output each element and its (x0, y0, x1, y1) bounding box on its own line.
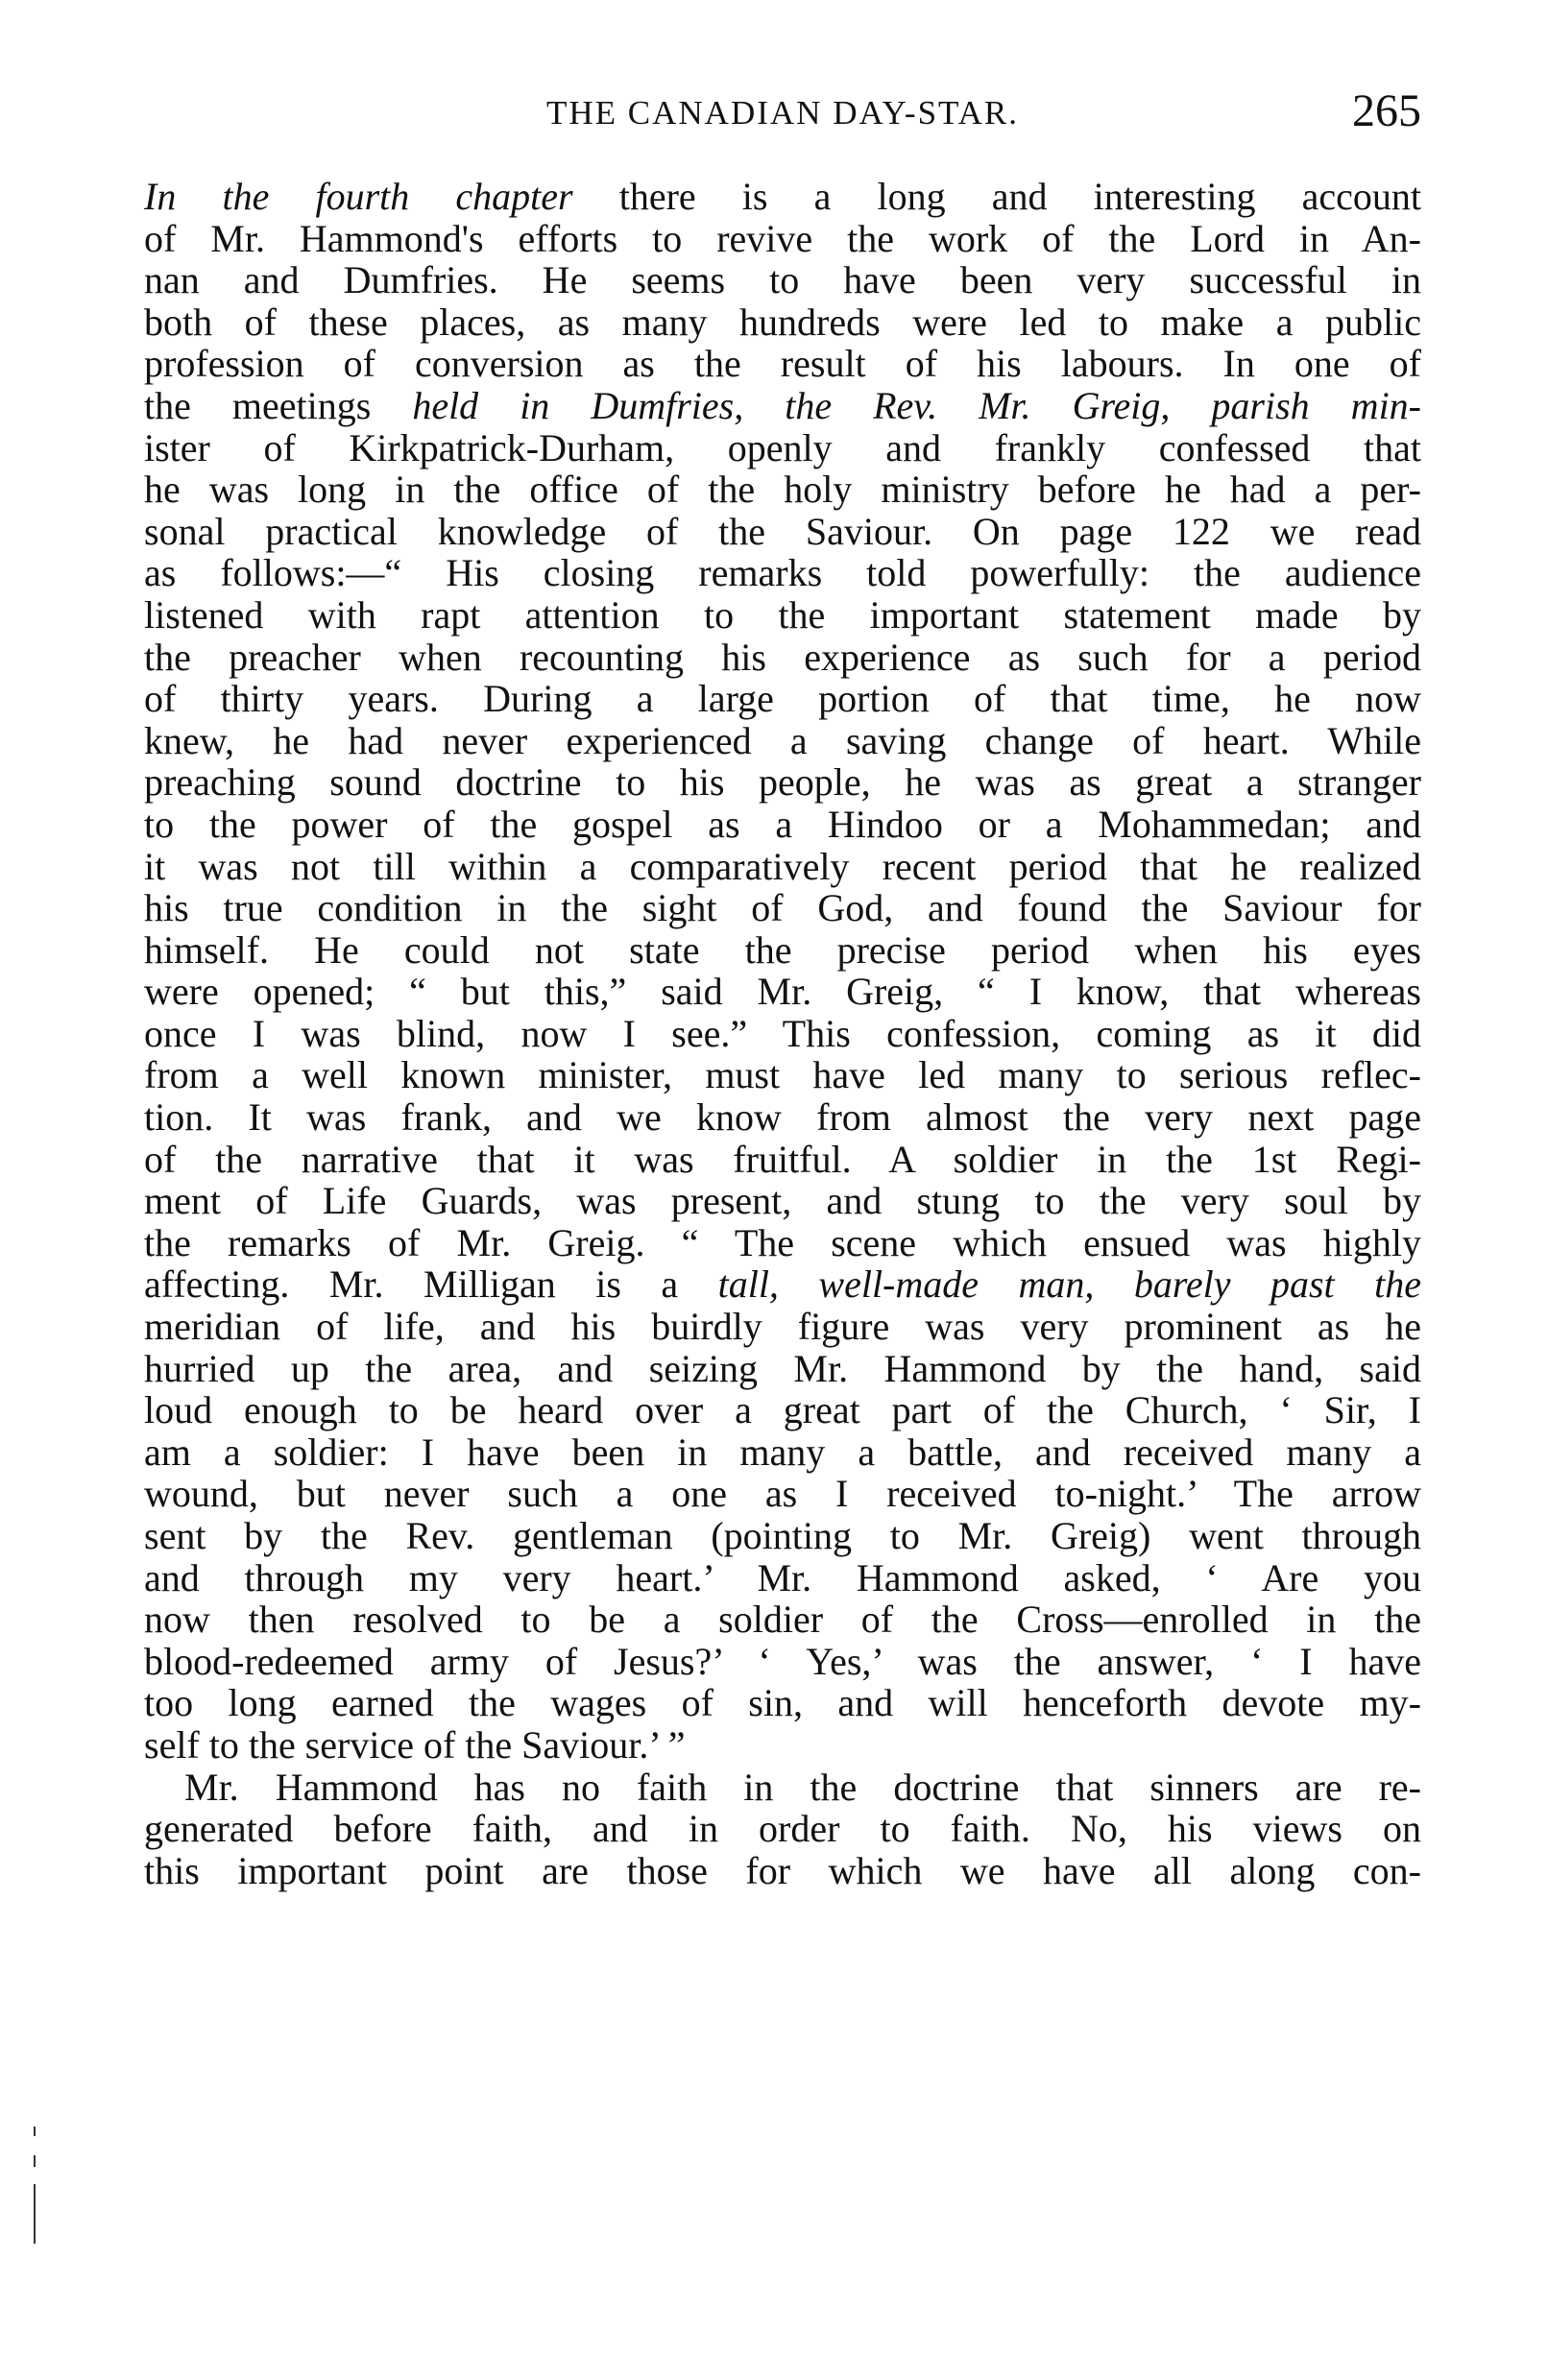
text-line: of the narrative that it was fruitful. A soldier in the 1st Regi- (144, 1137, 1421, 1181)
paragraph (144, 176, 1421, 1767)
text-line: listened with rapt attention to the important statement made by (144, 592, 1421, 637)
text-line: hurried up the area, and seizing Mr. Hammond by the hand, said (144, 1346, 1421, 1390)
body-text (144, 176, 1421, 1891)
text-line: from a well known minister, must have led many to serious reflec- (144, 1053, 1421, 1097)
text-line: his true condition in the sight of God, and found the Saviour for (144, 886, 1421, 930)
text-line: the preacher when recounting his experience as such for a period (144, 635, 1421, 679)
text-line: the remarks of Mr. Greig. “ The scene which ensued was highly (144, 1220, 1421, 1264)
running-title: THE CANADIAN DAY-STAR. (546, 94, 1019, 132)
text-line: he was long in the office of the holy ministry before he had a per- (144, 468, 1421, 512)
text-line: too long earned the wages of sin, and will henceforth devote my- (144, 1681, 1421, 1725)
text-line: nan and Dumfries. He seems to have been very successful in (144, 258, 1421, 302)
text-line: ment of Life Guards, was present, and stung to the very soul by (144, 1179, 1421, 1223)
text-line: preaching sound doctrine to his people, he was as great a stranger (144, 760, 1421, 805)
text-line: both of these places, as many hundreds were led to make a public (144, 300, 1421, 344)
paragraph (144, 1767, 1421, 1892)
text-line: sonal practical knowledge of the Saviour. On page 122 we read (144, 509, 1421, 553)
text-line: profession of conversion as the result of his labours. In one of (144, 342, 1421, 386)
text-line: once I was blind, now I see.” This confession, coming as it did (144, 1011, 1421, 1055)
text-line: himself. He could not state the precise period when his eyes (144, 927, 1421, 972)
text-line: ister of Kirkpatrick-Durham, openly and frankly confessed that (144, 425, 1421, 469)
text-line: as follows:—“ His closing remarks told powerfully: the audience (144, 551, 1421, 595)
page-number: 265 (1352, 85, 1421, 136)
text-line: loud enough to be heard over a great part of the Church, ‘ Sir, I (144, 1388, 1421, 1432)
text-line: to the power of the gospel as a Hindoo or a Mohammedan; and (144, 802, 1421, 846)
text-line: affecting. Mr. Milligan is a tall, well-made man, barely past the (144, 1262, 1421, 1307)
text-line: of thirty years. During a large portion of that time, he now (144, 677, 1421, 721)
text-line: generated before faith, and in order to faith. No, his views on (144, 1807, 1421, 1851)
text-line: Mr. Hammond has no faith in the doctrine that sinners are re- (184, 1765, 1421, 1809)
text-line: the meetings held in Dumfries, the Rev. Mr. Greig, parish min- (144, 383, 1421, 427)
text-line: wound, but never such a one as I received to-night.’ The arrow (144, 1472, 1421, 1516)
text-line: tion. It was frank, and we know from almost the very next page (144, 1095, 1421, 1140)
text-line: sent by the Rev. gentleman (pointing to Mr. Greig) went through (144, 1514, 1421, 1557)
text-line: and through my very heart.’ Mr. Hammond asked, ‘ Are you (144, 1555, 1421, 1599)
text-line: am a soldier: I have been in many a battle, and received many a (144, 1430, 1421, 1474)
text-line: this important point are those for which we have all along con- (144, 1848, 1421, 1892)
text-line: self to the service of the Saviour.’ ” (144, 1722, 686, 1767)
text-line: were opened; “ but this,” said Mr. Greig, “ I know, that whereas (144, 970, 1421, 1014)
text-line: In the fourth chapter there is a long and interesting account (144, 175, 1421, 218)
running-head (144, 84, 1421, 142)
text-line: meridian of life, and his buirdly figure was very prominent as he (144, 1305, 1421, 1349)
text-line: of Mr. Hammond's efforts to revive the work of the Lord in An- (144, 216, 1421, 260)
text-line: knew, he had never experienced a saving change of heart. While (144, 718, 1421, 762)
text-line: now then resolved to be a soldier of the Cross—enrolled in the (144, 1598, 1421, 1642)
text-line: it was not till within a comparatively recent period that he realized (144, 844, 1421, 888)
margin-mark (34, 2127, 37, 2244)
text-line: blood-redeemed army of Jesus?’ ‘ Yes,’ was the answer, ‘ I have (144, 1639, 1421, 1683)
